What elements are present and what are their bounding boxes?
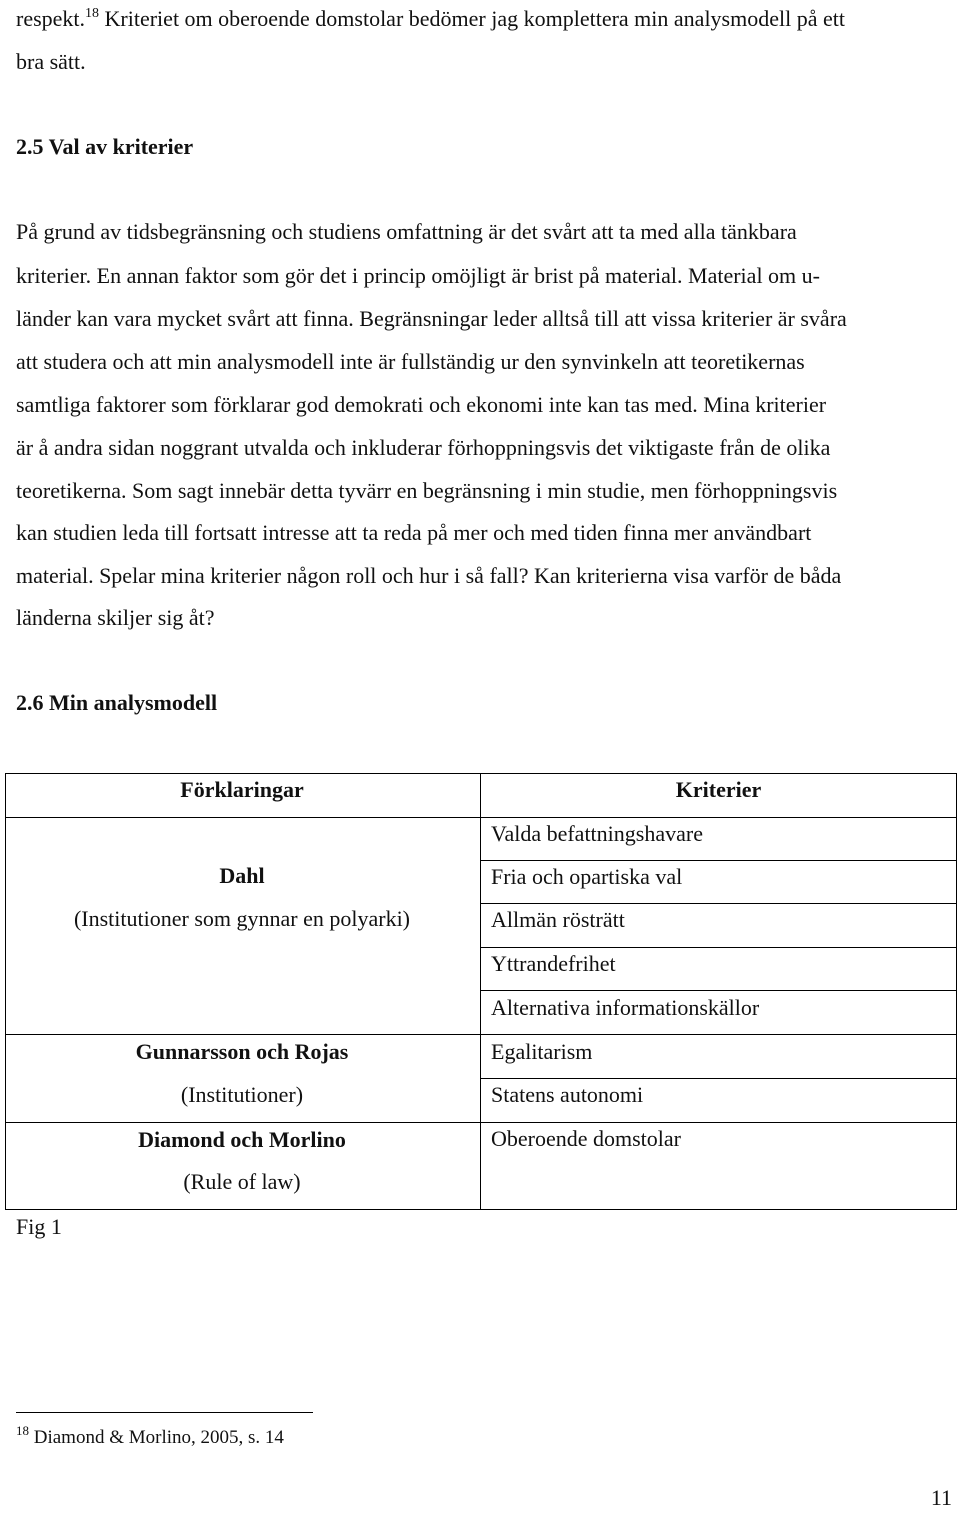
table-border — [5, 773, 480, 774]
table-border — [480, 773, 956, 774]
criterion-item: Alternativa informationskällor — [491, 995, 760, 1020]
group-description: (Institutioner som gynnar en polyarki) — [73, 906, 411, 931]
paragraph-line: kriterier. En annan faktor som gör det i princip omöjligt är brist på material. Material om u- — [16, 263, 820, 288]
paragraph-line: länderna skiljer sig åt? — [16, 605, 215, 630]
paragraph-line: På grund av tidsbegränsning och studiens omfattning är det svårt att ta med alla tänkbara — [16, 219, 797, 244]
table-border — [5, 1122, 480, 1123]
section-heading-2-5: 2.5 Val av kriterier — [16, 134, 194, 159]
table-border — [480, 1034, 956, 1035]
table-border — [956, 773, 957, 1210]
group-name-diamond-morlino: Diamond och Morlino — [138, 1127, 346, 1152]
figure-caption: Fig 1 — [16, 1214, 62, 1239]
table-border — [480, 947, 956, 948]
footnote-text: Diamond & Morlino, 2005, s. 14 — [29, 1427, 284, 1448]
group-name-gunnarsson-rojas: Gunnarsson och Rojas — [135, 1039, 349, 1064]
table-border — [480, 903, 956, 904]
text-fragment: Kriteriet om oberoende domstolar bedömer jag komplettera min analysmodell på ett — [99, 6, 845, 31]
criterion-item: Oberoende domstolar — [491, 1126, 681, 1151]
column-header-criteria: Kriterier — [675, 777, 762, 802]
paragraph-line: länder kan vara mycket svårt att finna. Begränsningar leder alltså till att vissa kriterier är svåra — [16, 306, 847, 331]
table-border — [5, 1034, 480, 1035]
table-border — [480, 860, 956, 861]
paragraph-line: samtliga faktorer som förklarar god demokrati och ekonomi inte kan tas med. Mina kriterier — [16, 392, 827, 417]
paragraph-line: att studera och att min analysmodell inte är fullständig ur den synvinkeln att teoretikernas — [16, 349, 805, 374]
paragraph-line: material. Spelar mina kriterier någon roll och hur i så fall? Kan kriterierna visa varför de båda — [16, 563, 842, 588]
page-number: 11 — [930, 1485, 952, 1510]
table-border — [480, 1078, 956, 1079]
criterion-item: Allmän rösträtt — [491, 907, 625, 932]
criterion-item: Egalitarism — [491, 1039, 593, 1064]
criterion-item: Fria och opartiska val — [491, 864, 683, 889]
footnote — [16, 1424, 284, 1452]
paragraph-line: teoretikerna. Som sagt innebär detta tyvärr en begränsning i min studie, men förhoppningsvis — [16, 478, 838, 503]
criterion-item: Yttrandefrihet — [491, 951, 616, 976]
group-description: (Institutioner) — [180, 1082, 304, 1107]
criterion-item: Statens autonomi — [491, 1082, 644, 1107]
table-border — [480, 817, 956, 818]
paragraph-line: är å andra sidan noggrant utvalda och inkluderar förhoppningsvis det viktigaste från de olika — [16, 435, 831, 460]
column-header-explanations: Förklaringar — [180, 777, 304, 802]
table-border — [480, 1122, 956, 1123]
criterion-item: Valda befattningshavare — [491, 821, 703, 846]
section-heading-2-6: 2.6 Min analysmodell — [16, 690, 218, 715]
footnote-reference[interactable]: 18 — [85, 6, 100, 21]
paragraph-line: bra sätt. — [16, 49, 86, 74]
table-border — [480, 773, 481, 1210]
table-border — [480, 1209, 956, 1210]
group-description: (Rule of law) — [183, 1169, 301, 1194]
group-name-dahl: Dahl — [219, 863, 265, 888]
text-fragment: respekt. — [16, 6, 86, 31]
table-border — [5, 817, 480, 818]
footnote-separator — [16, 1412, 313, 1413]
paragraph-line: kan studien leda till fortsatt intresse att ta reda på mer och med tiden finna mer användbart — [16, 520, 812, 545]
table-border — [480, 990, 956, 991]
footnote-number: 18 — [16, 1423, 29, 1438]
table-border — [5, 1209, 480, 1210]
